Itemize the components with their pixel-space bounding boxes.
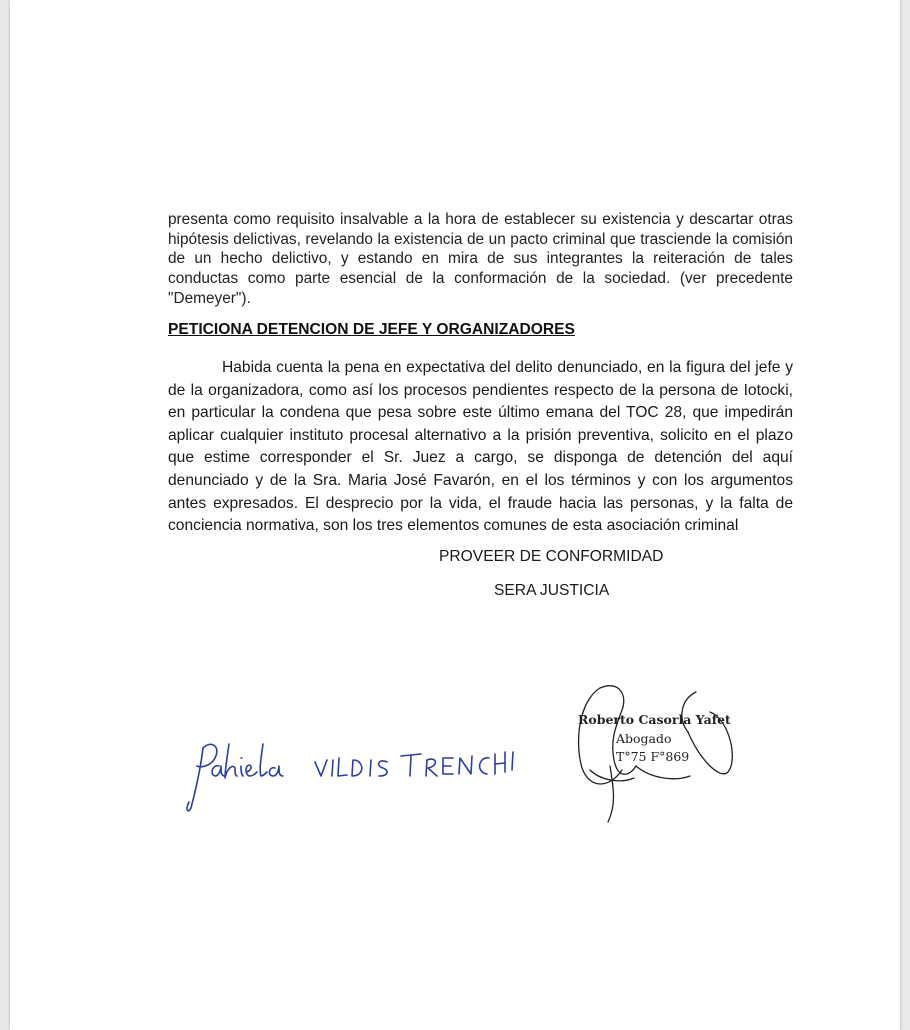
handwritten-signature — [175, 730, 545, 820]
closing-request: PROVEER DE CONFORMIDAD — [439, 548, 664, 565]
stamp-title: Abogado — [616, 731, 672, 746]
section-heading: PETICIONA DETENCION DE JEFE Y ORGANIZADORES — [168, 321, 575, 338]
signature-strokes — [175, 730, 545, 820]
lawyer-stamp — [570, 680, 750, 830]
document-page — [10, 0, 900, 1030]
stamp-name: Roberto Casorla Yafet — [578, 712, 731, 727]
stamp-registration: T°75 F°869 — [616, 749, 690, 764]
body-paragraph-2: Habida cuenta la pena en expectativa del delito denunciado, en la figura del jefe y de la organizadora, como así los procesos pendientes respecto de la persona de Iotocki, en particular la condena que pesa sobre este último emana del TOC 28, que impedirán aplicar cualquier instituto procesal alternativo a la prisión preventiva, solicito en el plazo que estime corresponder el Sr. Juez a cargo, se disponga de detención del aquí denunciado y de la Sra. Maria José Favarón, en el los términos y con los argumentos antes expresados. El desprecio por la vida, el fraude hacia las personas, y la falta de conciencia normativa, son los tres elementos comunes de esta asociación criminal — [168, 359, 793, 535]
closing-formula: SERA JUSTICIA — [494, 582, 610, 599]
body-paragraph-1: presenta como requisito insalvable a la hora de establecer su existencia y descartar otras hipótesis delictivas, revelando la existencia de un pacto criminal que trasciende la comisión de un hecho delictivo, y estando en mira de sus integrantes la reiteración de tales conductas como parte esencial de la conformación de la sociedad. (ver precedente "Demeyer"). — [168, 211, 793, 307]
